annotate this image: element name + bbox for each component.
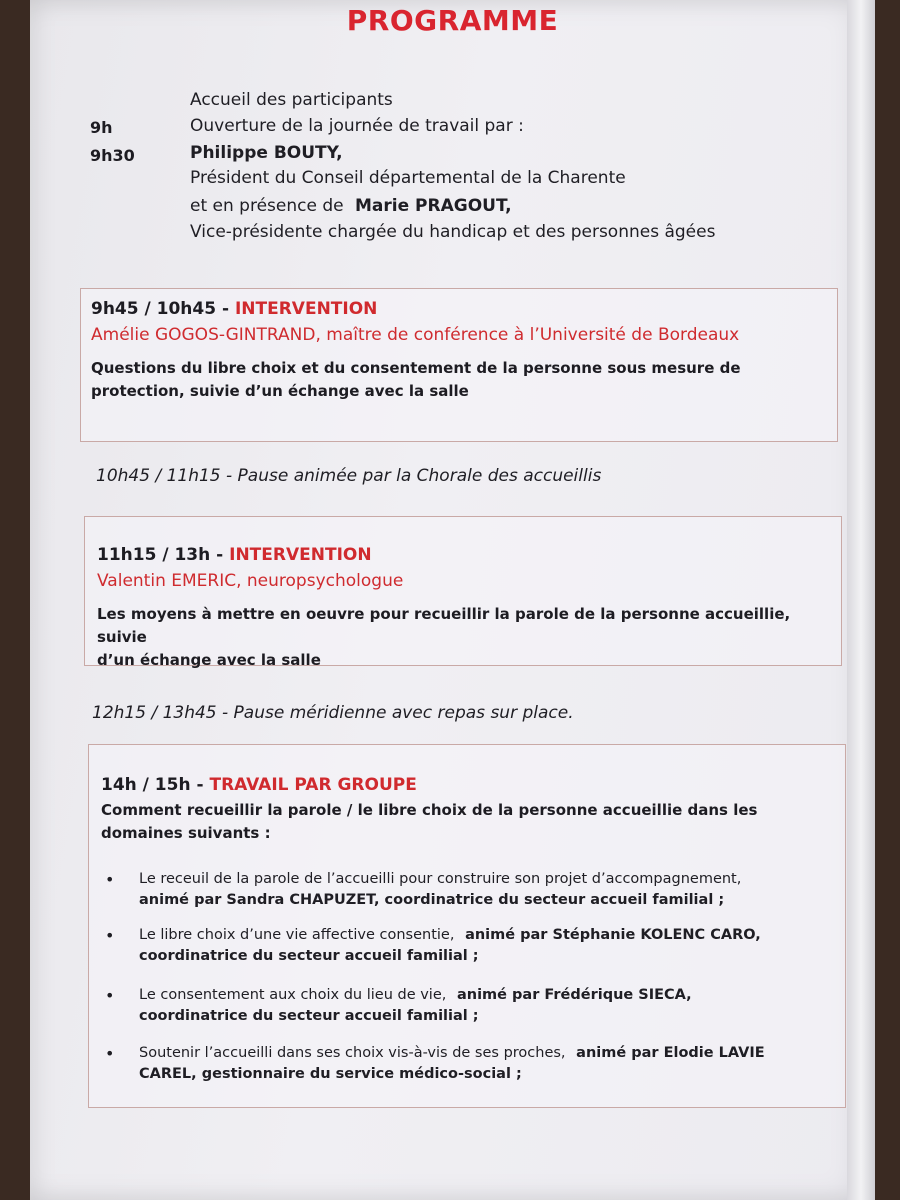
session-box-1	[80, 288, 838, 442]
time-9h: 9h	[90, 118, 113, 137]
group-work-box	[88, 744, 846, 1108]
group-work-time: 14h / 15h -	[101, 775, 204, 795]
session-2-heading	[97, 545, 372, 565]
group-item-3-line	[139, 985, 839, 1006]
group-item-2-host: coordinatrice du secteur accueil familial ;	[139, 948, 479, 964]
group-item-2-host-inline: animé par Stéphanie KOLENC CARO,	[465, 927, 761, 943]
session-2-type: INTERVENTION	[229, 545, 372, 565]
group-item-4-line	[139, 1043, 839, 1064]
page-edge	[847, 0, 875, 1200]
group-item-1-host: animé par Sandra CHAPUZET, coordinatrice du secteur accueil familial ;	[139, 892, 725, 908]
group-item-4-host: CAREL, gestionnaire du service médico-social ;	[139, 1066, 522, 1082]
session-2-time: 11h15 / 13h -	[97, 545, 224, 565]
session-1-desc-line-2: protection, suivie d’un échange avec la salle	[91, 382, 469, 400]
session-1-desc-line-1: Questions du libre choix et du consentement de la personne sous mesure de	[91, 359, 741, 377]
opening-text: Ouverture de la journée de travail par :	[190, 116, 524, 136]
session-box-2	[84, 516, 842, 669]
group-work-heading	[101, 775, 417, 795]
group-item-3-host: coordinatrice du secteur accueil familial ;	[139, 1008, 479, 1024]
time-9h30: 9h30	[90, 146, 135, 165]
session-1-type: INTERVENTION	[234, 299, 378, 319]
presence-prefix: et en présence de	[190, 196, 344, 216]
session-1-heading	[91, 299, 377, 319]
group-item-3-text: Le consentement aux choix du lieu de vie,	[139, 987, 447, 1003]
session-1-speaker: Amélie GOGOS-GINTRAND, maître de conférence à l’Université de Bordeaux	[91, 325, 740, 345]
group-work-intro	[101, 799, 757, 845]
speaker1-role: Président du Conseil départemental de la Charente	[190, 168, 626, 188]
group-work-intro-line-1: Comment recueillir la parole / le libre choix de la personne accueillie dans les	[101, 801, 758, 819]
bullet-dot: •	[105, 926, 115, 945]
group-item-1	[105, 869, 839, 911]
group-item-1-text: Le receuil de la parole de l’accueilli pour construire son projet d’accompagnement,	[139, 871, 742, 887]
bullet-dot: •	[105, 986, 115, 1005]
session-1-time: 9h45 / 10h45 -	[91, 299, 230, 319]
group-item-2	[105, 925, 839, 967]
brochure-page	[30, 0, 875, 1200]
welcome-text: Accueil des participants	[190, 90, 393, 110]
group-item-3	[105, 985, 839, 1027]
bullet-dot: •	[105, 1044, 115, 1063]
group-item-4	[105, 1043, 839, 1085]
page-title: PROGRAMME	[346, 4, 559, 37]
session-2-desc-line-1: Les moyens à mettre en oeuvre pour recueillir la parole de la personne accueillie, suivie	[97, 605, 791, 646]
bullet-dot: •	[105, 870, 115, 889]
pause-2: 12h15 / 13h45 - Pause méridienne avec repas sur place.	[92, 703, 574, 723]
group-item-4-host-inline: animé par Elodie LAVIE	[576, 1045, 765, 1061]
session-2-description	[97, 603, 841, 672]
session-1-description	[91, 357, 741, 403]
speaker2-name: Marie PRAGOUT,	[355, 196, 512, 216]
group-item-4-text: Soutenir l’accueilli dans ses choix vis-à-vis de ses proches,	[139, 1045, 566, 1061]
session-2-speaker: Valentin EMERIC, neuropsychologue	[97, 571, 404, 591]
session-2-desc-line-2: d’un échange avec la salle	[97, 651, 321, 669]
group-work-type: TRAVAIL PAR GROUPE	[209, 775, 417, 795]
pause-1: 10h45 / 11h15 - Pause animée par la Chorale des accueillis	[96, 466, 602, 486]
group-item-2-text: Le libre choix d’une vie affective consentie,	[139, 927, 455, 943]
presence-line	[190, 196, 512, 216]
speaker2-role: Vice-présidente chargée du handicap et des personnes âgées	[190, 222, 716, 242]
speaker1-name: Philippe BOUTY,	[190, 143, 343, 163]
group-item-2-line	[139, 925, 839, 946]
group-item-3-host-inline: animé par Frédérique SIECA,	[456, 987, 692, 1003]
group-work-intro-line-2: domaines suivants :	[101, 824, 271, 842]
